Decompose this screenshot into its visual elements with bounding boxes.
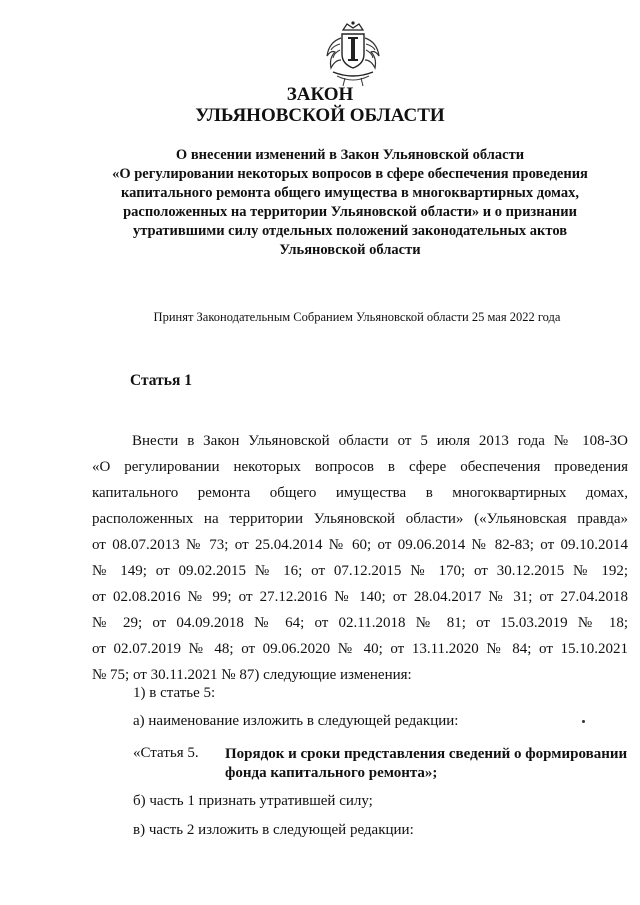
article-5-name-line: фонда капитального ремонта»; xyxy=(225,765,438,781)
subtitle-line: расположенных на территории Ульяновской области» и о признании xyxy=(123,204,577,220)
subtitle-line: О внесении изменений в Закон Ульяновской области xyxy=(175,147,525,163)
item-v: в) часть 2 изложить в следующей редакции: xyxy=(133,822,414,838)
paragraph-line: № 149; от 09.02.2015 № 16; от 07.12.2015 № 170; от 30.12.2015 № 192; xyxy=(92,563,628,579)
paragraph-line: расположенных на территории Ульяновской области» («Ульяновская правда» xyxy=(92,511,628,527)
item-b: б) часть 1 признать утратившей силу; xyxy=(133,793,373,809)
law-subtitle xyxy=(80,146,620,260)
item-a: а) наименование изложить в следующей редакции: xyxy=(133,713,459,729)
paragraph-line: от 08.07.2013 № 73; от 25.04.2014 № 60; от 09.06.2014 № 82-83; от 09.10.2014 xyxy=(92,537,628,553)
article-5-name-line: Порядок и сроки представления сведений о формировании xyxy=(225,746,628,762)
subtitle-line: капитального ремонта общего имущества в многоквартирных домах, xyxy=(121,185,579,201)
subtitle-line: «О регулировании некоторых вопросов в сфере обеспечения проведения xyxy=(112,166,588,182)
paragraph-line: Внести в Закон Ульяновской области от 5 июля 2013 года № 108-ЗО xyxy=(132,433,628,449)
law-title-line-1: ЗАКОН xyxy=(286,84,354,105)
paragraph-line: капитального ремонта общего имущества в многоквартирных домах, xyxy=(92,485,628,501)
paragraph-line: № 75; от 30.11.2021 № 87) следующие изменения: xyxy=(92,667,412,683)
adoption-note: Принят Законодательным Собранием Ульяновской области 25 мая 2022 года xyxy=(153,310,561,324)
paragraph-line: «О регулировании некоторых вопросов в сфере обеспечения проведения xyxy=(92,459,628,475)
law-title xyxy=(0,84,640,126)
item-1: 1) в статье 5: xyxy=(133,685,216,701)
law-title-line-2: УЛЬЯНОВСКОЙ ОБЛАСТИ xyxy=(195,105,445,126)
scan-speck xyxy=(582,720,585,723)
coat-of-arms-icon xyxy=(321,20,385,92)
article-heading: Статья 1 xyxy=(130,372,192,389)
paragraph-line: № 29; от 04.09.2018 № 64; от 02.11.2018 № 81; от 15.03.2019 № 18; xyxy=(92,615,628,631)
paragraph-line: от 02.07.2019 № 48; от 09.06.2020 № 40; от 13.11.2020 № 84; от 15.10.2021 xyxy=(92,641,628,657)
subtitle-line: Ульяновской области xyxy=(279,242,421,258)
article-5-name xyxy=(225,745,628,783)
article-5-label: «Статья 5. xyxy=(133,745,199,761)
subtitle-line: утратившими силу отдельных положений законодательных актов xyxy=(132,223,568,239)
paragraph-line: от 02.08.2016 № 99; от 27.12.2016 № 140; от 28.04.2017 № 31; от 27.04.2018 xyxy=(92,589,628,605)
article-paragraph xyxy=(92,428,628,688)
